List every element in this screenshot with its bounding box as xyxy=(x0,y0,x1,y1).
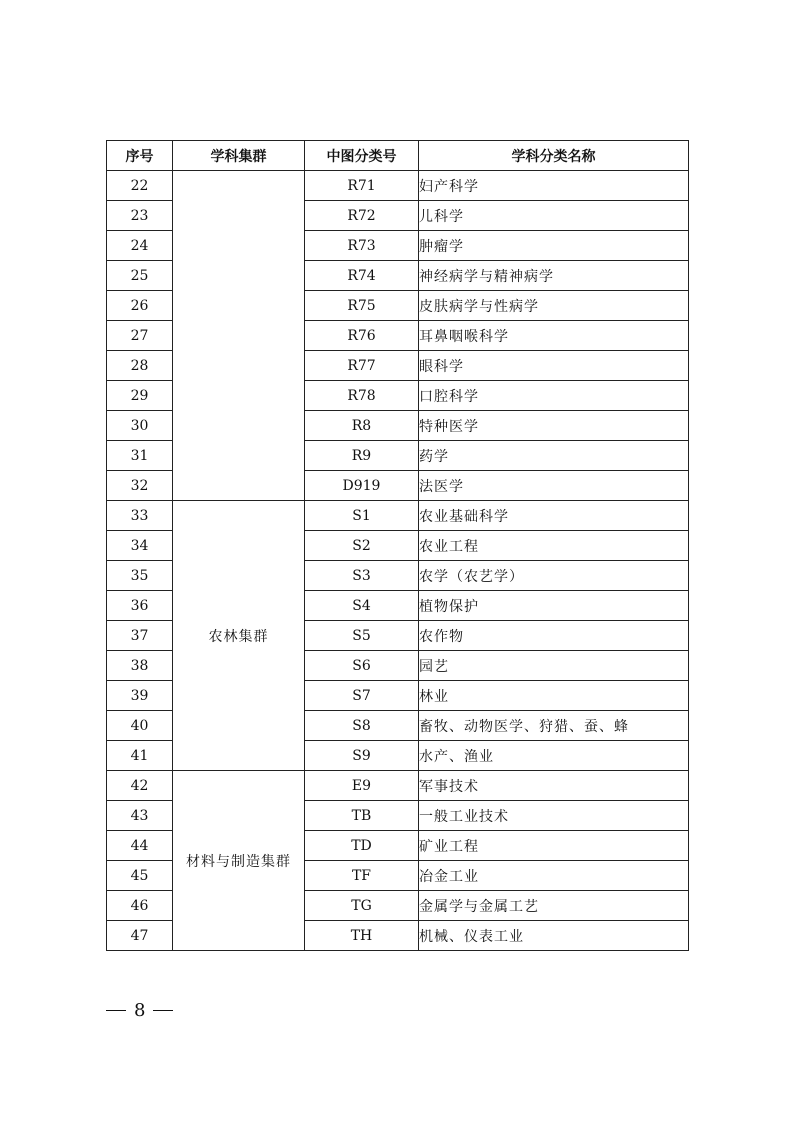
cell-clc-code: R78 xyxy=(305,381,419,411)
cell-clc-code: R9 xyxy=(305,441,419,471)
cell-clc-code: TG xyxy=(305,891,419,921)
cell-discipline-name: 口腔科学 xyxy=(419,381,689,411)
cell-serial-number: 42 xyxy=(107,771,173,801)
cell-discipline-name: 矿业工程 xyxy=(419,831,689,861)
cell-discipline-name: 园艺 xyxy=(419,651,689,681)
cell-discipline-name: 一般工业技术 xyxy=(419,801,689,831)
cell-clc-code: R76 xyxy=(305,321,419,351)
cell-serial-number: 46 xyxy=(107,891,173,921)
cell-clc-code: R8 xyxy=(305,411,419,441)
cell-clc-code: E9 xyxy=(305,771,419,801)
table-body xyxy=(107,171,689,951)
cell-discipline-name: 水产、渔业 xyxy=(419,741,689,771)
cell-discipline-name: 法医学 xyxy=(419,471,689,501)
table-row xyxy=(107,171,689,201)
cell-serial-number: 32 xyxy=(107,471,173,501)
cell-discipline-name: 神经病学与精神病学 xyxy=(419,261,689,291)
cell-clc-code: TD xyxy=(305,831,419,861)
cell-discipline-name: 肿瘤学 xyxy=(419,231,689,261)
cell-clc-code: TH xyxy=(305,921,419,951)
cell-discipline-name: 特种医学 xyxy=(419,411,689,441)
cell-clc-code: R77 xyxy=(305,351,419,381)
cell-discipline-name: 农业基础科学 xyxy=(419,501,689,531)
classification-table xyxy=(106,140,689,951)
header-serial-number: 序号 xyxy=(107,141,173,171)
table-header-row xyxy=(107,141,689,171)
page-footer xyxy=(106,1000,173,1021)
cell-clc-code: S5 xyxy=(305,621,419,651)
cell-clc-code: S4 xyxy=(305,591,419,621)
cell-discipline-cluster: 材料与制造集群 xyxy=(173,771,305,951)
cell-discipline-cluster xyxy=(173,171,305,501)
cell-discipline-name: 农作物 xyxy=(419,621,689,651)
cell-discipline-name: 妇产科学 xyxy=(419,171,689,201)
cell-serial-number: 23 xyxy=(107,201,173,231)
cell-discipline-cluster: 农林集群 xyxy=(173,501,305,771)
table-row xyxy=(107,501,689,531)
cell-clc-code: S3 xyxy=(305,561,419,591)
cell-clc-code: TB xyxy=(305,801,419,831)
header-clc-code: 中图分类号 xyxy=(305,141,419,171)
cell-clc-code: S9 xyxy=(305,741,419,771)
cell-serial-number: 31 xyxy=(107,441,173,471)
cell-discipline-name: 农学（农艺学） xyxy=(419,561,689,591)
cell-serial-number: 35 xyxy=(107,561,173,591)
cell-clc-code: R72 xyxy=(305,201,419,231)
cell-discipline-name: 机械、仪表工业 xyxy=(419,921,689,951)
cell-serial-number: 26 xyxy=(107,291,173,321)
cell-serial-number: 25 xyxy=(107,261,173,291)
cell-discipline-name: 金属学与金属工艺 xyxy=(419,891,689,921)
cell-serial-number: 45 xyxy=(107,861,173,891)
cell-discipline-name: 眼科学 xyxy=(419,351,689,381)
cell-clc-code: R74 xyxy=(305,261,419,291)
cell-serial-number: 39 xyxy=(107,681,173,711)
table-row xyxy=(107,771,689,801)
header-discipline-name: 学科分类名称 xyxy=(419,141,689,171)
cell-serial-number: 43 xyxy=(107,801,173,831)
cell-serial-number: 34 xyxy=(107,531,173,561)
cell-discipline-name: 农业工程 xyxy=(419,531,689,561)
cell-clc-code: S8 xyxy=(305,711,419,741)
cell-discipline-name: 军事技术 xyxy=(419,771,689,801)
cell-clc-code: S1 xyxy=(305,501,419,531)
cell-discipline-name: 植物保护 xyxy=(419,591,689,621)
cell-serial-number: 44 xyxy=(107,831,173,861)
cell-serial-number: 36 xyxy=(107,591,173,621)
cell-clc-code: S6 xyxy=(305,651,419,681)
footer-dash-right xyxy=(153,1010,173,1011)
header-discipline-cluster: 学科集群 xyxy=(173,141,305,171)
cell-discipline-name: 畜牧、动物医学、狩猎、蚕、蜂 xyxy=(419,711,689,741)
cell-clc-code: R75 xyxy=(305,291,419,321)
page-number: 8 xyxy=(134,1000,146,1021)
cell-serial-number: 47 xyxy=(107,921,173,951)
cell-discipline-name: 皮肤病学与性病学 xyxy=(419,291,689,321)
cell-serial-number: 22 xyxy=(107,171,173,201)
cell-serial-number: 41 xyxy=(107,741,173,771)
cell-serial-number: 30 xyxy=(107,411,173,441)
cell-discipline-name: 冶金工业 xyxy=(419,861,689,891)
cell-serial-number: 38 xyxy=(107,651,173,681)
cell-clc-code: R73 xyxy=(305,231,419,261)
cell-serial-number: 24 xyxy=(107,231,173,261)
footer-dash-left xyxy=(106,1010,126,1011)
cell-discipline-name: 药学 xyxy=(419,441,689,471)
cell-serial-number: 33 xyxy=(107,501,173,531)
cell-clc-code: D919 xyxy=(305,471,419,501)
cell-clc-code: TF xyxy=(305,861,419,891)
cell-serial-number: 29 xyxy=(107,381,173,411)
cell-discipline-name: 儿科学 xyxy=(419,201,689,231)
cell-discipline-name: 林业 xyxy=(419,681,689,711)
cell-serial-number: 40 xyxy=(107,711,173,741)
cell-discipline-name: 耳鼻咽喉科学 xyxy=(419,321,689,351)
cell-serial-number: 27 xyxy=(107,321,173,351)
cell-serial-number: 37 xyxy=(107,621,173,651)
cell-clc-code: S2 xyxy=(305,531,419,561)
cell-clc-code: R71 xyxy=(305,171,419,201)
cell-clc-code: S7 xyxy=(305,681,419,711)
cell-serial-number: 28 xyxy=(107,351,173,381)
